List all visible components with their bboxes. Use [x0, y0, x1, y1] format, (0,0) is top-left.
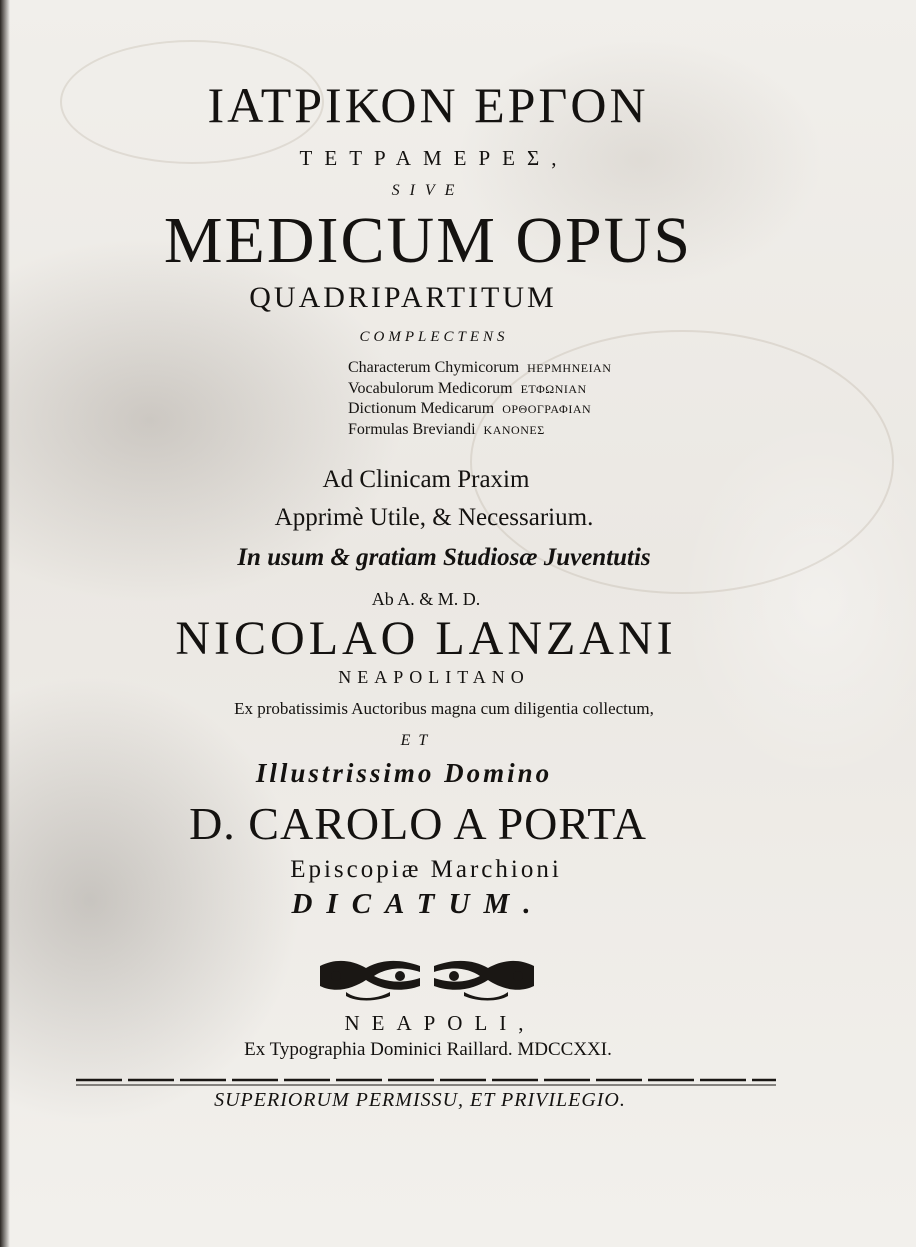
imprint-city: NEAPOLI, — [344, 1011, 536, 1035]
dicatum-label: DICATUM. — [291, 888, 545, 920]
imprint-printer: Ex Typographia Dominici Raillard. MDCCXXI. — [244, 1039, 612, 1060]
contents-greek: ΗΕΡΜΗΝΕΙΑΝ — [527, 361, 612, 375]
dedication-line: Illustrissimo Domino — [255, 758, 553, 788]
ex-probatissimis-line: Ex probatissimis Auctoribus magna cum diligentia collectum, — [234, 699, 654, 718]
contents-list — [348, 358, 648, 440]
contents-greek: ΚΑΝΟΝΕΣ — [483, 422, 545, 437]
greek-subtitle: ΤΕΤΡΑΜΕΡΕΣ, — [299, 146, 569, 170]
ad-clinicam-line: Ad Clinicam Praxim — [322, 466, 530, 493]
contents-item — [348, 420, 648, 441]
apprime-line: Apprimè Utile, & Necessarium. — [274, 504, 594, 531]
et-label: ET — [400, 732, 436, 749]
ornament-icon — [316, 956, 538, 1002]
contents-greek: ΕΤΦΩΝΙΑΝ — [520, 381, 587, 396]
author-name: NICOLAO LANZANI — [175, 612, 677, 665]
contents-item — [348, 358, 648, 379]
permission-line: SUPERIORUM PERMISSU, ET PRIVILEGIO. — [214, 1089, 626, 1111]
author-origin: NEAPOLITANO — [338, 667, 530, 687]
contents-item — [348, 399, 648, 420]
dedicatee-name: D. CAROLO A PORTA — [189, 798, 647, 849]
contents-latin: Characterum Chymicorum — [348, 359, 520, 376]
contents-item — [348, 379, 648, 400]
sive-label: SIVE — [391, 182, 465, 199]
main-title: MEDICUM OPUS — [163, 204, 693, 277]
double-rule-divider — [76, 1076, 776, 1090]
contents-latin: Dictionum Medicarum — [348, 400, 495, 417]
complectens-label: COMPLECTENS — [359, 329, 509, 345]
quadripartitum-heading: QUADRIPARTITUM — [249, 281, 557, 314]
contents-greek: ΟΡΘΟΓΡΑΦΙΑΝ — [502, 402, 592, 416]
greek-title: ΙΑΤΡΙΚΟΝ ΕΡΓΟΝ — [207, 77, 649, 133]
contents-latin: Formulas Breviandi — [348, 420, 476, 438]
contents-latin: Vocabulorum Medicorum — [348, 379, 513, 397]
in-usum-line: In usum & gratiam Studiosæ Juventutis — [237, 544, 651, 571]
ab-am-d-line: Ab A. & M. D. — [371, 589, 481, 609]
dedicatee-title: Episcopiæ Marchioni — [290, 856, 562, 883]
